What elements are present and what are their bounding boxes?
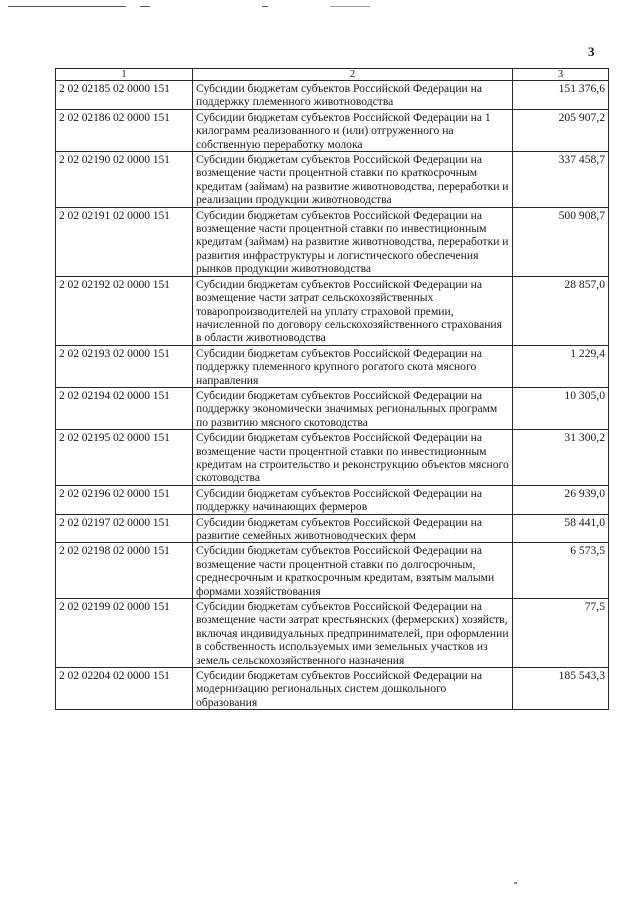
amount-cell: 28 857,0 xyxy=(513,276,609,345)
table-row xyxy=(56,485,609,514)
budget-code-cell: 2 02 02193 02 0000 151 xyxy=(56,345,193,387)
budget-table xyxy=(55,68,609,710)
budget-code-cell: 2 02 02190 02 0000 151 xyxy=(56,152,193,208)
description-cell: Субсидии бюджетам субъектов Российской Федерации на 1 килограмм реализованного и (или) отгруженного на собственную переработку молока xyxy=(193,109,513,151)
budget-code-cell: 2 02 02185 02 0000 151 xyxy=(56,81,193,110)
amount-cell: 337 458,7 xyxy=(513,152,609,208)
column-header: 3 xyxy=(513,69,609,81)
table-row xyxy=(56,109,609,151)
table-row xyxy=(56,81,609,110)
budget-code-cell: 2 02 02196 02 0000 151 xyxy=(56,485,193,514)
table-header-row xyxy=(56,69,609,81)
amount-cell: 58 441,0 xyxy=(513,514,609,543)
budget-code-cell: 2 02 02192 02 0000 151 xyxy=(56,276,193,345)
budget-code-cell: 2 02 02195 02 0000 151 xyxy=(56,430,193,486)
description-cell: Субсидии бюджетам субъектов Российской Федерации на возмещение части процентной ставки по долгосрочным, среднесрочным и краткосрочным кредитам, взятым малыми формами хозяйствования xyxy=(193,543,513,599)
page-number: 3 xyxy=(588,44,595,59)
table-row xyxy=(56,514,609,543)
table-row xyxy=(56,276,609,345)
amount-cell: 1 229,4 xyxy=(513,345,609,387)
amount-cell: 77,5 xyxy=(513,599,609,668)
table-row xyxy=(56,387,609,429)
scan-line xyxy=(330,6,370,7)
description-cell: Субсидии бюджетам субъектов Российской Федерации на развитие семейных животноводческих ферм xyxy=(193,514,513,543)
scan-artifact-top xyxy=(0,0,640,12)
description-cell: Субсидии бюджетам субъектов Российской Федерации на возмещение части процентной ставки по краткосрочным кредитам (займам) на развитие животноводства, переработки и реализации продукции животноводства xyxy=(193,152,513,208)
description-cell: Субсидии бюджетам субъектов Российской Федерации на модернизацию региональных систем дошкольного образования xyxy=(193,668,513,710)
amount-cell: 26 939,0 xyxy=(513,485,609,514)
description-cell: Субсидии бюджетам субъектов Российской Федерации на возмещение части затрат сельскохозяйственных товаропроизводителей на уплату страховой премии, начисленной по договору сельскохозяйственного страхования в области животноводства xyxy=(193,276,513,345)
table-row xyxy=(56,668,609,710)
table-row xyxy=(56,152,609,208)
amount-cell: 205 907,2 xyxy=(513,109,609,151)
scan-line xyxy=(140,6,150,7)
budget-code-cell: 2 02 02204 02 0000 151 xyxy=(56,668,193,710)
budget-code-cell: 2 02 02191 02 0000 151 xyxy=(56,207,193,276)
description-cell: Субсидии бюджетам субъектов Российской Федерации на возмещение части процентной ставки по инвестиционным кредитам (займам) на развитие животноводства, переработки и развития инфраструктуры и логистического обеспечения рынков продукции животноводства xyxy=(193,207,513,276)
table-row xyxy=(56,207,609,276)
description-cell: Субсидии бюджетам субъектов Российской Федерации на возмещение части процентной ставки по инвестиционным кредитам на строительство и реконструкцию объектов мясного скотоводства xyxy=(193,430,513,486)
table-row xyxy=(56,543,609,599)
budget-code-cell: 2 02 02197 02 0000 151 xyxy=(56,514,193,543)
amount-cell: 31 300,2 xyxy=(513,430,609,486)
amount-cell: 10 305,0 xyxy=(513,387,609,429)
amount-cell: 6 573,5 xyxy=(513,543,609,599)
description-cell: Субсидии бюджетам субъектов Российской Федерации на поддержку начинающих фермеров xyxy=(193,485,513,514)
amount-cell: 500 908,7 xyxy=(513,207,609,276)
budget-code-cell: 2 02 02194 02 0000 151 xyxy=(56,387,193,429)
column-header: 2 xyxy=(193,69,513,81)
budget-code-cell: 2 02 02198 02 0000 151 xyxy=(56,543,193,599)
budget-code-cell: 2 02 02199 02 0000 151 xyxy=(56,599,193,668)
amount-cell: 151 376,6 xyxy=(513,81,609,110)
scan-line xyxy=(8,6,126,7)
table-row xyxy=(56,430,609,486)
scan-line xyxy=(262,6,268,7)
table-body xyxy=(56,81,609,710)
description-cell: Субсидии бюджетам субъектов Российской Федерации на поддержку экономически значимых региональных программ по развитию мясного скотоводства xyxy=(193,387,513,429)
scan-artifact-dot xyxy=(514,882,517,884)
description-cell: Субсидии бюджетам субъектов Российской Федерации на поддержку племенного животноводства xyxy=(193,81,513,110)
table-row xyxy=(56,599,609,668)
amount-cell: 185 543,3 xyxy=(513,668,609,710)
budget-code-cell: 2 02 02186 02 0000 151 xyxy=(56,109,193,151)
table-row xyxy=(56,345,609,387)
description-cell: Субсидии бюджетам субъектов Российской Федерации на поддержку племенного крупного рогатого скота мясного направления xyxy=(193,345,513,387)
description-cell: Субсидии бюджетам субъектов Российской Федерации на возмещение части затрат крестьянских (фермерских) хозяйств, включая индивидуальных предпринимателей, при оформлении в собственность используемых ими земельных участков из земель сельскохозяйственного назначения xyxy=(193,599,513,668)
column-header: 1 xyxy=(56,69,193,81)
